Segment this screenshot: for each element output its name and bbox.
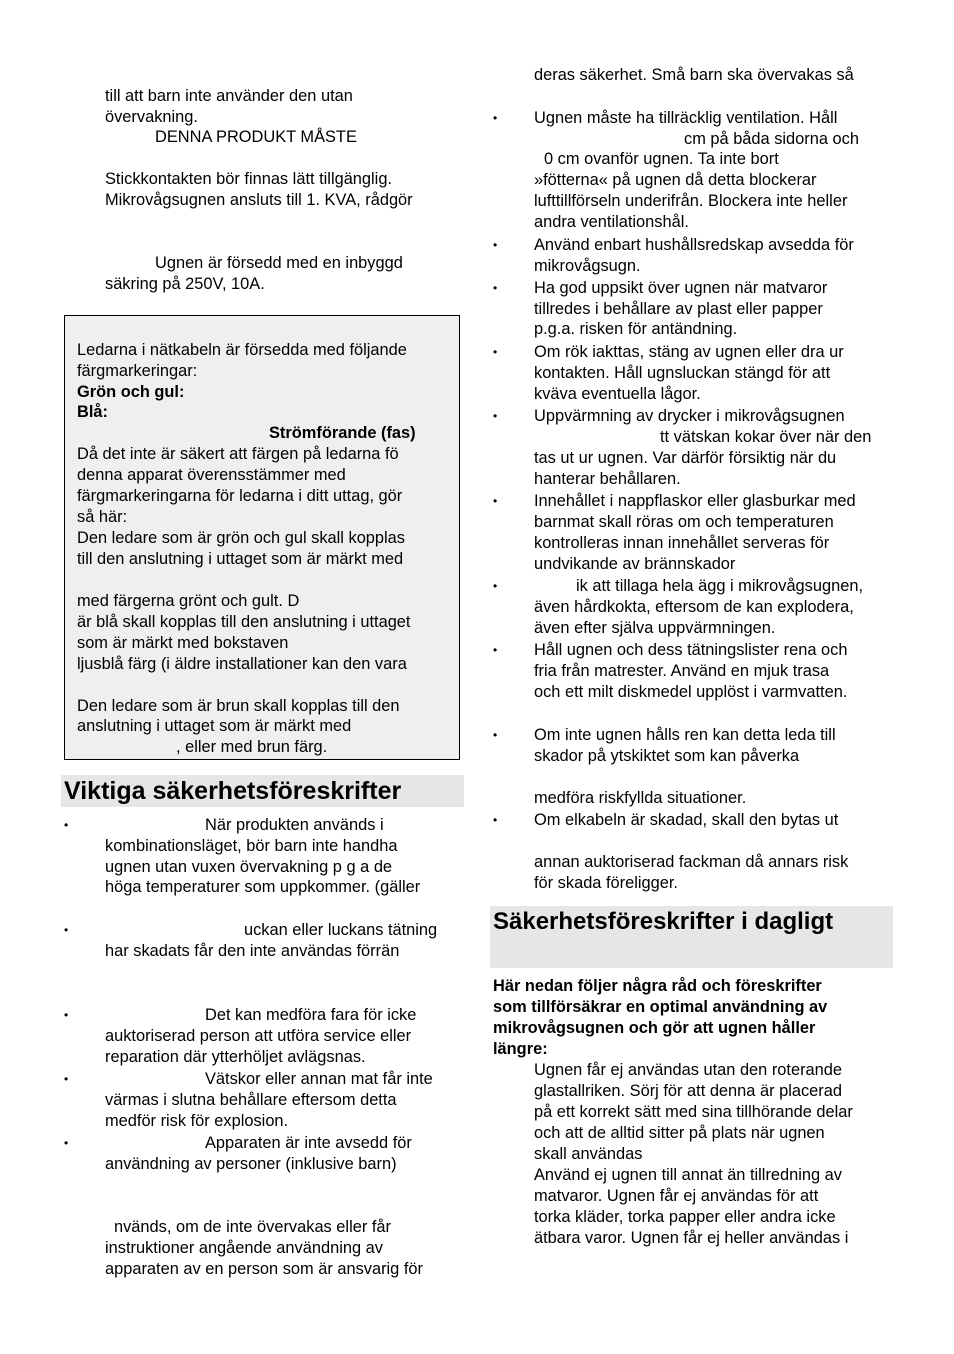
box-line: Då det inte är säkert att färgen på ledarna fö [77,445,399,463]
bullet-icon: • [493,494,498,508]
list-item-line: även hårdkokta, eftersom de kan explodera, [534,598,854,616]
bullet-icon: • [493,728,498,742]
paragraph-line: och att de alltid sitter på plats när ugnen [534,1124,825,1142]
list-item-line: kväva eventuella lågor. [534,385,701,403]
list-item-line: »fötterna« på ugnen då detta blockerar [534,171,817,189]
list-item-line: även efter själva uppvärmningen. [534,619,776,637]
list-item-line: Om inte ugnen hålls ren kan detta leda till [534,726,836,744]
text-line: DENNA PRODUKT MÅSTE [155,128,357,146]
box-line: ljusblå färg (i äldre installationer kan den vara [77,655,407,673]
list-item-line: värmas i slutna behållare eftersom detta [105,1091,397,1109]
list-item-line: kombinationsläget, bör barn inte handha [105,837,398,855]
list-item-line: Använd enbart hushållsredskap avsedda för [534,236,854,254]
list-item-line: auktoriserad person att utföra service eller [105,1027,412,1045]
list-item-line: apparaten av en person som är ansvarig för [105,1260,423,1278]
text-line: Ugnen är försedd med en inbyggd [155,254,403,272]
paragraph-line: ätbara varor. Ugnen får ej heller användas i [534,1229,849,1247]
box-line: är blå skall kopplas till den anslutning i uttaget [77,613,411,631]
list-item-line: andra ventilationshål. [534,213,689,231]
box-line: Den ledare som är grön och gul skall kopplas [77,529,405,547]
bullet-icon: • [493,643,498,657]
list-item-line: tillredes i behållare av plast eller papper [534,300,823,318]
bullet-icon: • [493,409,498,423]
list-item-line: användning av personer (inklusive barn) [105,1155,397,1173]
list-item-line: Vätskor eller annan mat får inte [205,1070,433,1088]
box-line: , eller med brun färg. [176,738,328,756]
box-line: Ledarna i nätkabeln är försedda med följande [77,341,407,359]
list-item-line: Ugnen måste ha tillräcklig ventilation. Håll [534,109,838,127]
paragraph-line: Ugnen får ej användas utan den roterande [534,1061,843,1079]
text-line: övervakning. [105,108,198,126]
text-line: säkring på 250V, 10A. [105,275,265,293]
list-item-line: skador på ytskiktet som kan påverka [534,747,800,765]
list-item-line: Innehållet i nappflaskor eller glasburkar med [534,492,856,510]
list-item-line: Ha god uppsikt över ugnen när matvaror [534,279,828,297]
list-item-line: ugnen utan vuxen övervakning p g a de [105,858,393,876]
intro-line: som tillförsäkrar en optimal användning av [493,998,828,1016]
paragraph-line: glastallriken. Sörj för att denna är placerad [534,1082,842,1100]
section-title-safety: Viktiga säkerhetsföreskrifter [64,777,402,805]
list-item-line: Det kan medföra fara för icke [205,1006,417,1024]
list-item-line: cm på båda sidorna och [684,130,859,148]
box-line: till den anslutning i uttaget som är märkt med [77,550,404,568]
intro-line: Här nedan följer några råd och föreskrifter [493,977,822,995]
box-line: färgmarkeringar: [77,362,198,380]
box-line: denna apparat överensstämmer med [77,466,346,484]
intro-line: längre: [493,1040,548,1058]
list-item-line: Om elkabeln är skadad, skall den bytas ut [534,811,839,829]
box-line: anslutning i uttaget som är märkt med [77,717,352,735]
list-item-line: reparation där ytterhöljet avlägsnas. [105,1048,366,1066]
list-item-line: medföra riskfyllda situationer. [534,789,747,807]
list-item-line: p.g.a. risken för antändning. [534,320,738,338]
list-item-line: och ett milt diskmedel upplöst i varmvatten. [534,683,848,701]
list-item-line: 0 cm ovanför ugnen. Ta inte bort [544,150,779,168]
box-label-blue: Blå: [77,403,108,421]
list-item-line: mikrovågsugn. [534,257,641,275]
list-item-line: kontrolleras innan innehållet serveras för [534,534,830,552]
list-item-line: nvänds, om de inte övervakas eller får [114,1218,391,1236]
list-item-line: instruktioner angående användning av [105,1239,383,1257]
bullet-icon: • [493,238,498,252]
paragraph-line: på ett korrekt sätt med sina tillhörande delar [534,1103,853,1121]
box-line: med färgerna grönt och gult. D [77,592,300,610]
bullet-icon: • [493,579,498,593]
paragraph-line: skall användas [534,1145,643,1163]
intro-line: mikrovågsugnen och gör att ugnen håller [493,1019,816,1037]
list-item-line: hanterar behållaren. [534,470,681,488]
text-line: deras säkerhet. Små barn ska övervakas så [534,66,854,84]
list-item-line: barnmat skall röras om och temperaturen [534,513,834,531]
text-line: Mikrovågsugnen ansluts till 1. KVA, rådgör [105,191,413,209]
list-item-line: höga temperaturer som uppkommer. (gäller [105,878,421,896]
bullet-icon: • [493,813,498,827]
list-item-line: kontakten. Håll ugnsluckan stängd för att [534,364,831,382]
list-item-line: Apparaten är inte avsedd för [205,1134,412,1152]
list-item-line: annan auktoriserad fackman då annars risk [534,853,849,871]
list-item-line: tas ut ur ugnen. Var därför försiktig när du [534,449,837,467]
list-item-line: fria från matrester. Använd en mjuk trasa [534,662,830,680]
section-title-daily: Säkerhetsföreskrifter i dagligt [493,908,834,935]
box-line: så här: [77,508,128,526]
list-item-line: medför risk för explosion. [105,1112,289,1130]
text-line: Stickkontakten bör finnas lätt tillgänglig. [105,170,392,188]
list-item-line: har skadats får den inte användas förrän [105,942,400,960]
list-item-line: ik att tillaga hela ägg i mikrovågsugnen, [576,577,864,595]
list-item-line: Håll ugnen och dess tätningslister rena och [534,641,848,659]
list-item-line: för skada föreligger. [534,874,678,892]
box-line: färgmarkeringarna för ledarna i ditt uttag, gör [77,487,403,505]
bullet-icon: • [64,1072,69,1086]
box-label-live: Strömförande (fas) [269,424,416,442]
list-item-line: Uppvärmning av drycker i mikrovågsugnen [534,407,845,425]
bullet-icon: • [64,1008,69,1022]
bullet-icon: • [64,818,69,832]
box-line: Den ledare som är brun skall kopplas till den [77,697,400,715]
list-item-line: När produkten används i [205,816,384,834]
paragraph-line: matvaror. Ugnen får ej användas för att [534,1187,819,1205]
list-item-line: lufttillförseln underifrån. Blockera inte heller [534,192,848,210]
bullet-icon: • [493,111,498,125]
bullet-icon: • [64,1136,69,1150]
list-item-line: undvikande av brännskador [534,555,736,573]
bullet-icon: • [493,345,498,359]
paragraph-line: torka kläder, torka papper eller andra icke [534,1208,836,1226]
list-item-line: uckan eller luckans tätning [244,921,438,939]
bullet-icon: • [64,923,69,937]
bullet-icon: • [493,281,498,295]
paragraph-line: Använd ej ugnen till annat än tillredning av [534,1166,842,1184]
text-line: till att barn inte använder den utan [105,87,353,105]
list-item-line: tt vätskan kokar över när den [660,428,872,446]
box-label-green-yellow: Grön och gul: [77,383,185,401]
list-item-line: Om rök iakttas, stäng av ugnen eller dra ur [534,343,844,361]
box-line: som är märkt med bokstaven [77,634,289,652]
